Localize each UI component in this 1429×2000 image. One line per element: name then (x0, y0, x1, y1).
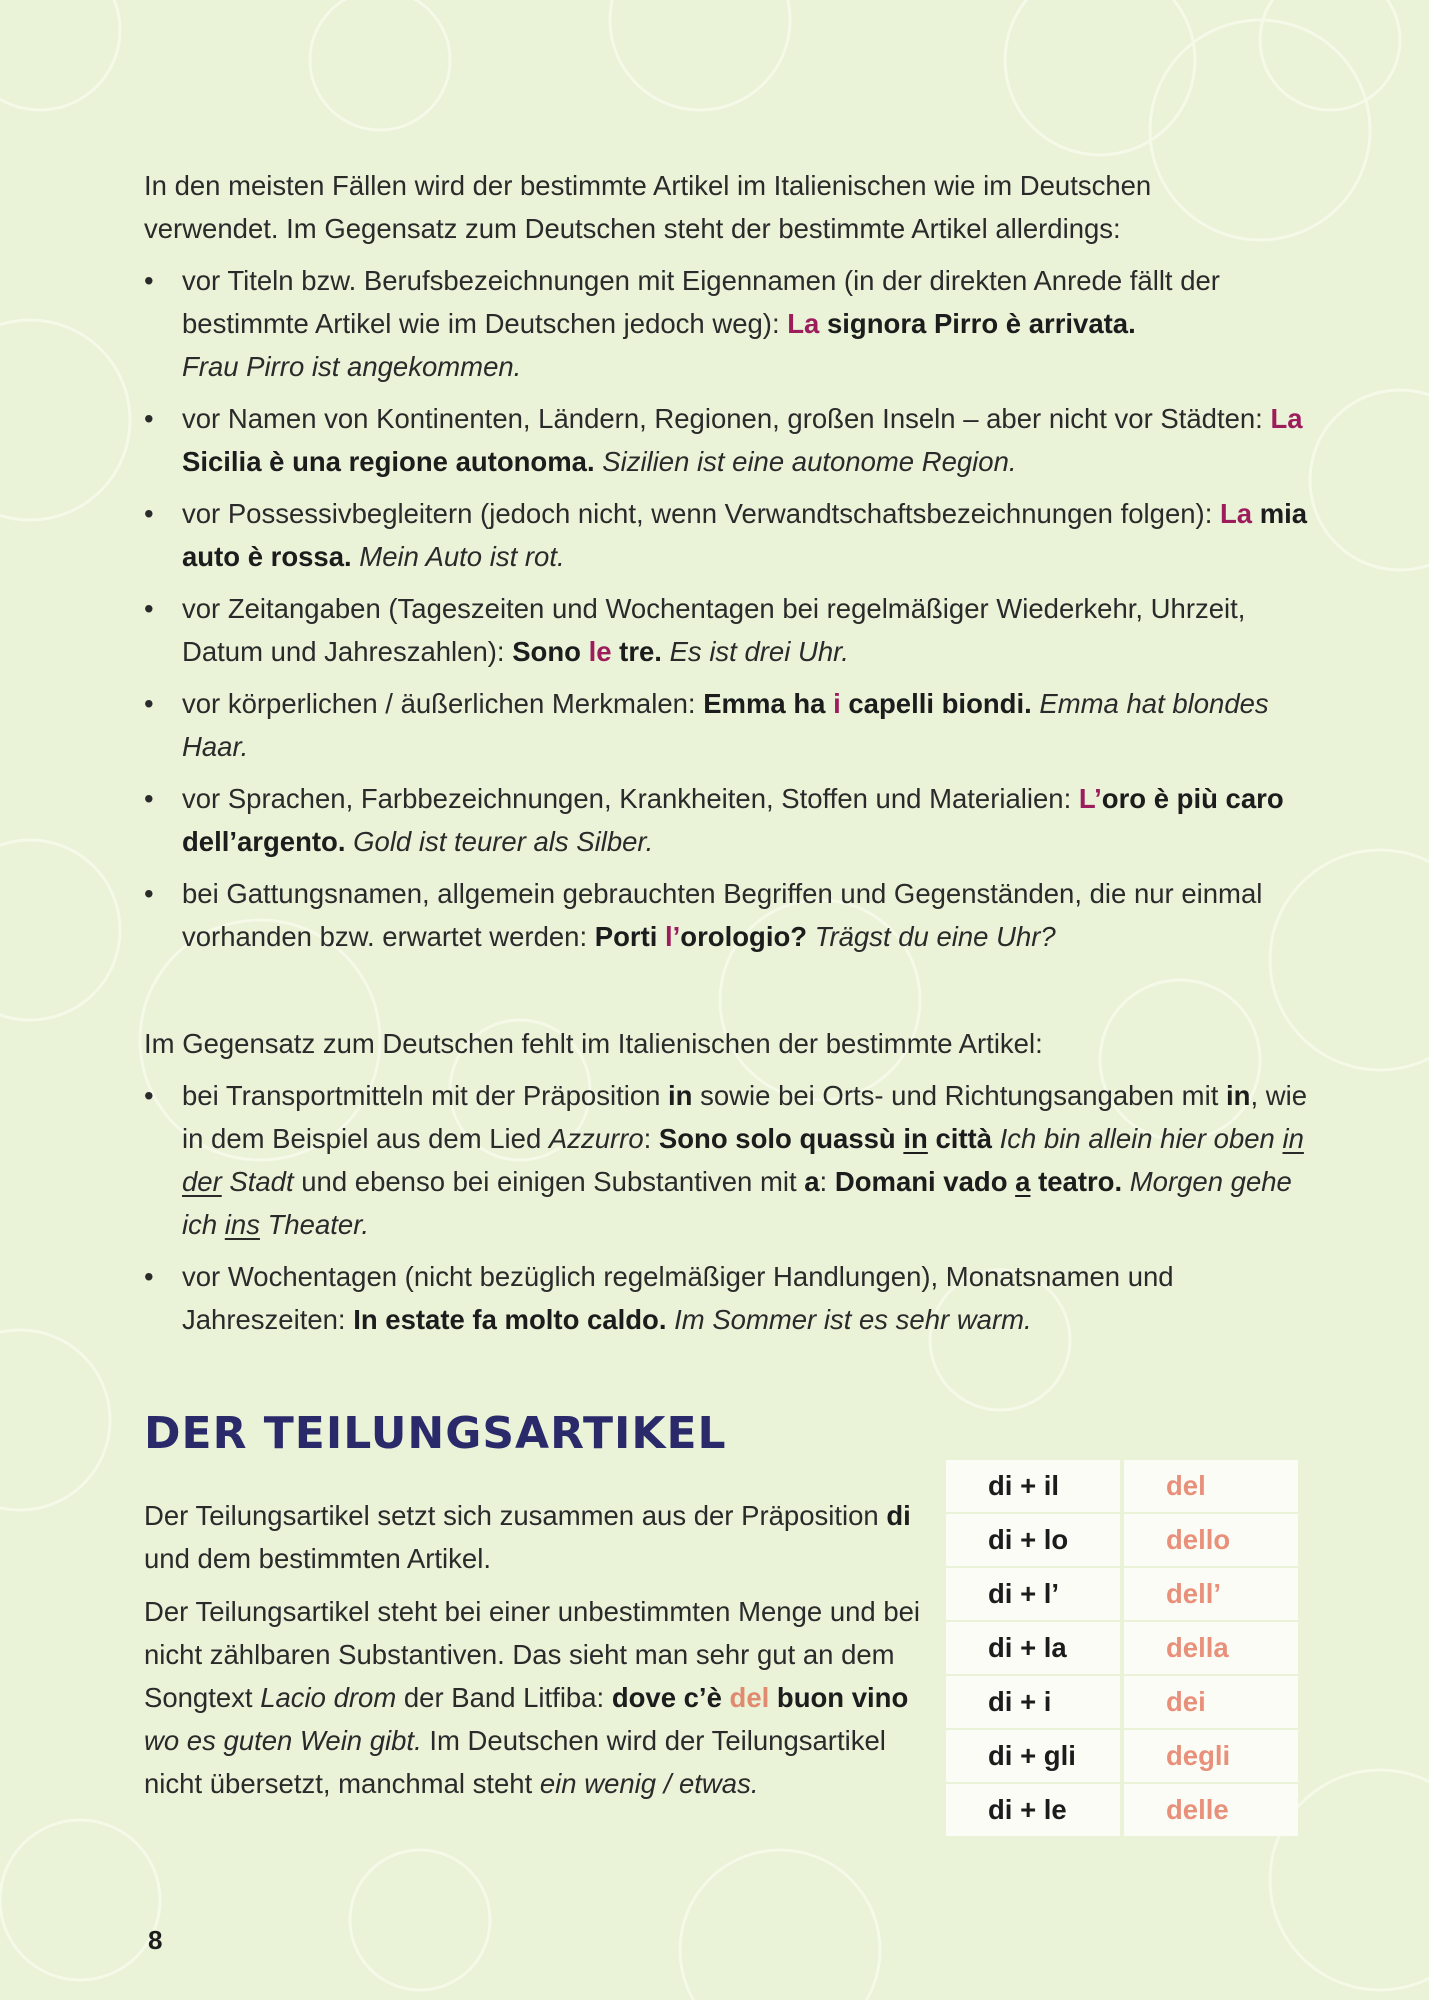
table-cell-combination: di + lo (946, 1514, 1120, 1566)
example-sentence: tre. (611, 636, 662, 667)
table-cell-result: dello (1124, 1514, 1298, 1566)
rule-text: vor Zeitangaben (Tageszeiten und Wochentagen bei regelmäßiger Wiederkehr, Uhrzeit, Datum und Jahreszahlen): (182, 593, 1246, 667)
translation: Gold ist teurer als Silber. (345, 826, 654, 857)
bullet-icon: • (144, 878, 154, 909)
body-text: Der Teilungsartikel setzt sich zusammen aus der Präposition (144, 1500, 887, 1531)
example-sentence: Domani vado (834, 1166, 1016, 1197)
translation: Theater. (259, 1209, 369, 1240)
intro-line-1: In den meisten Fällen wird der bestimmte Artikel im Italienischen wie im Deutschen (144, 170, 1152, 201)
example-sentence: Sicilia è una regione autonoma. (182, 446, 595, 477)
partitive-table (946, 1460, 1298, 1838)
example-sentence: capelli biondi. (840, 688, 1032, 719)
translation-underlined: in der (182, 1123, 1304, 1197)
body-text: Der Teilungsartikel steht bei einer unbestimmten Menge und bei nicht zählbaren Substantiven. Das sieht man sehr gut an dem Songtext (144, 1596, 921, 1713)
table-cell-result: del (1124, 1460, 1298, 1512)
example-underlined: in (903, 1123, 928, 1154)
partitive-paragraph-2 (144, 1590, 934, 1805)
example-sentence: orologio? (680, 921, 808, 952)
table-row (946, 1514, 1298, 1566)
table-cell-combination: di + gli (946, 1730, 1120, 1782)
bullet-icon: • (144, 403, 154, 434)
bullet-icon: • (144, 1261, 154, 1292)
translation: Frau Pirro ist angekommen. (182, 351, 522, 382)
body-text: Im Deutschen wird der Teilungsartikel nicht übersetzt, manchmal steht (144, 1725, 886, 1799)
table-row (946, 1460, 1298, 1512)
table-cell-result: dei (1124, 1676, 1298, 1728)
table-row (946, 1568, 1298, 1620)
article-highlight: l’ (665, 921, 681, 952)
example-underlined: a (1015, 1166, 1031, 1197)
example-sentence: città (927, 1123, 993, 1154)
list-item (144, 587, 1312, 673)
list-item (144, 259, 1312, 388)
translation: Sizilien ist eine autonome Region. (594, 446, 1017, 477)
list-item (144, 1255, 1312, 1341)
keyword: a (804, 1166, 820, 1197)
translation: ein wenig / etwas. (539, 1768, 759, 1799)
list-item (144, 872, 1312, 958)
translation: Trägst du eine Uhr? (807, 921, 1056, 952)
example-sentence: teatro. (1030, 1166, 1123, 1197)
translation: wo es guten Wein gibt. (144, 1725, 422, 1756)
article-highlight: L’ (1078, 783, 1102, 814)
table-cell-combination: di + le (946, 1784, 1120, 1836)
rule-text: sowie bei Orts- und Richtungsangaben mit (692, 1080, 1226, 1111)
body-text: der Band Litfiba: (396, 1682, 612, 1713)
translation: Es ist drei Uhr. (661, 636, 849, 667)
example-sentence: mia auto è rossa. (182, 498, 1308, 572)
example-sentence: buon vino (769, 1682, 909, 1713)
table-cell-combination: di + l’ (946, 1568, 1120, 1620)
table-cell-result: degli (1124, 1730, 1298, 1782)
table-cell-combination: di + il (946, 1460, 1120, 1512)
example-sentence: Sono solo quassù (658, 1123, 904, 1154)
example-sentence: Porti (594, 921, 666, 952)
translation: Mein Auto ist rot. (351, 541, 565, 572)
article-usage-list (144, 259, 1312, 967)
section2-intro: Im Gegensatz zum Deutschen fehlt im Italienischen der bestimmte Artikel: (144, 1028, 1043, 1059)
rule-text: : (819, 1166, 835, 1197)
section-heading: DER TEILUNGSARTIKEL (144, 1408, 727, 1459)
rule-text: bei Gattungsnamen, allgemein gebrauchten Begriffen und Gegenständen, die nur einmal vorhanden bzw. erwartet werden: (182, 878, 1263, 952)
rule-text: vor Namen von Kontinenten, Ländern, Regionen, großen Inseln – aber nicht vor Städten: (182, 403, 1271, 434)
partitive-highlight: del (729, 1682, 770, 1713)
table-cell-combination: di + i (946, 1676, 1120, 1728)
rule-text: vor Sprachen, Farbbezeichnungen, Krankheiten, Stoffen und Materialien: (182, 783, 1079, 814)
table-cell-combination: di + la (946, 1622, 1120, 1674)
translation: Stadt (221, 1166, 294, 1197)
list-item (144, 777, 1312, 863)
keyword: in (668, 1080, 693, 1111)
bullet-icon: • (144, 593, 154, 624)
table-row (946, 1676, 1298, 1728)
table-row (946, 1730, 1298, 1782)
song-title: Lacio drom (260, 1682, 397, 1713)
article-highlight: La (787, 308, 820, 339)
table-row (946, 1784, 1298, 1836)
rule-text: vor Wochentagen (nicht bezüglich regelmäßiger Handlungen), Monatsnamen und Jahreszeiten: (182, 1261, 1174, 1335)
rule-text: und ebenso bei einigen Substantiven mit (293, 1166, 805, 1197)
bullet-icon: • (144, 783, 154, 814)
partitive-paragraph-1 (144, 1494, 934, 1580)
translation: Morgen gehe ich (182, 1166, 1292, 1240)
intro-paragraph (144, 164, 1304, 250)
article-highlight: le (588, 636, 612, 667)
bullet-icon: • (144, 1080, 154, 1111)
list-item (144, 492, 1312, 578)
article-highlight: La (1219, 498, 1253, 529)
list-item (144, 1074, 1312, 1246)
rule-text: vor Possessivbegleitern (jedoch nicht, wenn Verwandtschaftsbezeichnungen folgen): (182, 498, 1220, 529)
bullet-icon: • (144, 688, 154, 719)
table-cell-result: dell’ (1124, 1568, 1298, 1620)
example-sentence: signora Pirro è arrivata. (819, 308, 1136, 339)
translation-underlined: ins (224, 1209, 260, 1240)
table-cell-result: delle (1124, 1784, 1298, 1836)
translation: Ich bin allein hier oben (992, 1123, 1283, 1154)
list-item (144, 682, 1312, 768)
page-number: 8 (148, 1925, 163, 1955)
rule-text: , wie in dem Beispiel aus dem Lied (182, 1080, 1307, 1154)
list-item (144, 397, 1312, 483)
translation: Im Sommer ist es sehr warm. (666, 1304, 1032, 1335)
rule-text: vor Titeln bzw. Berufsbezeichnungen mit Eigennamen (in der direkten Anrede fällt der bestimmte Artikel wie im Deutschen jedoch weg): (182, 265, 1220, 339)
translation: Emma hat blondes Haar. (182, 688, 1269, 762)
article-absence-list (144, 1074, 1312, 1350)
example-sentence: Sono (512, 636, 589, 667)
bullet-icon: • (144, 498, 154, 529)
example-sentence: Emma ha (703, 688, 834, 719)
table-row (946, 1622, 1298, 1674)
intro-line-2: verwendet. Im Gegensatz zum Deutschen steht der bestimmte Artikel allerdings: (144, 213, 1121, 244)
rule-text: bei Transportmitteln mit der Präposition (182, 1080, 669, 1111)
example-sentence: dove c’è (611, 1682, 730, 1713)
body-text: und dem bestimmten Artikel. (144, 1543, 491, 1574)
bullet-icon: • (144, 265, 154, 296)
article-highlight: La (1270, 403, 1303, 434)
keyword: in (1225, 1080, 1251, 1111)
keyword: di (886, 1500, 911, 1531)
rule-text: vor körperlichen / äußerlichen Merkmalen: (182, 688, 704, 719)
article-highlight: i (833, 688, 841, 719)
example-sentence: oro è più caro dell’argento. (182, 783, 1284, 857)
table-cell-result: della (1124, 1622, 1298, 1674)
example-sentence: In estate fa molto caldo. (353, 1304, 667, 1335)
song-title: Azzurro (548, 1123, 644, 1154)
rule-text: : (643, 1123, 659, 1154)
